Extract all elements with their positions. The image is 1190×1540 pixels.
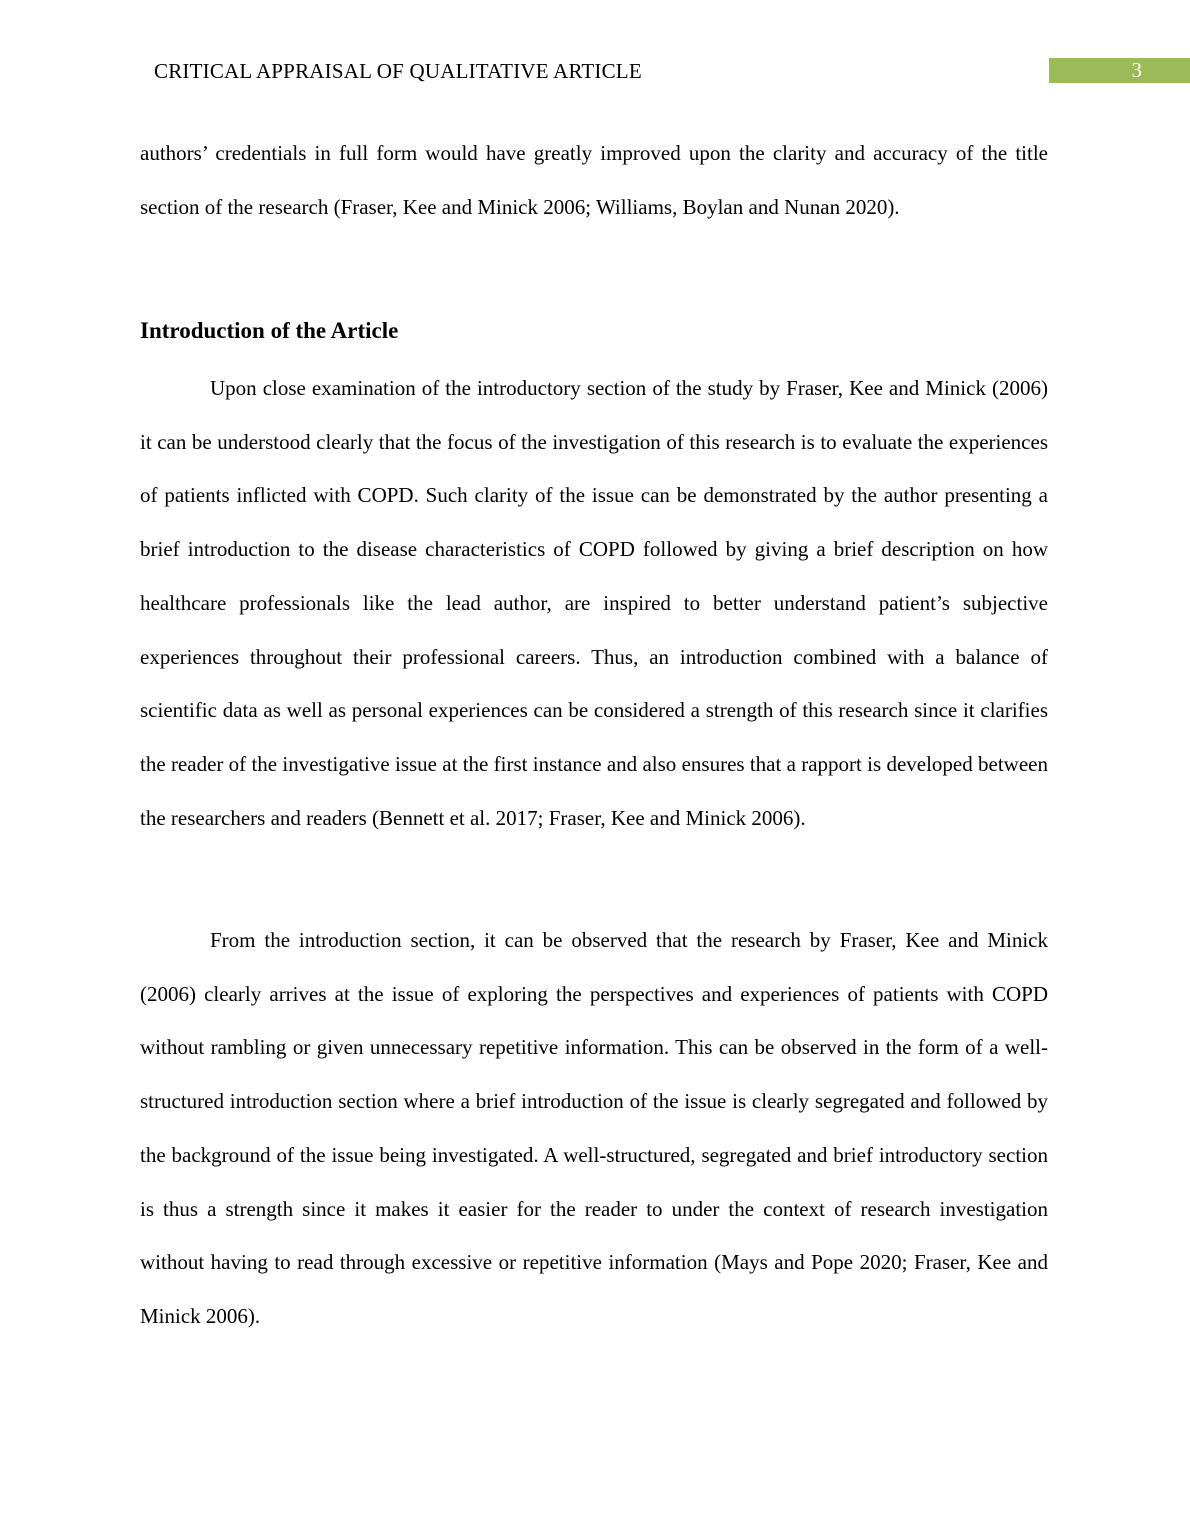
running-head: CRITICAL APPRAISAL OF QUALITATIVE ARTICLE [154, 59, 642, 83]
continued-paragraph-block [140, 127, 1048, 234]
continued-paragraph: authors’ credentials in full form would have greatly improved upon the clarity and accuracy of the title section of the research (Fraser, Kee and Minick 2006; Williams, Boylan and Nunan 2020). [140, 141, 1048, 219]
page-number-box [1049, 58, 1190, 83]
paragraph-block-1 [140, 362, 1048, 845]
section-heading: Introduction of the Article [140, 318, 399, 343]
paragraph-2: From the introduction section, it can be observed that the research by Fraser, Kee and Minick (2006) clearly arrives at the issue of exploring the perspectives and experiences of patients with COPD without rambling or given unnecessary repetitive information. This can be observed in the form of a well-structured introduction section where a brief introduction of the issue is clearly segregated and followed by the background of the issue being investigated. A well-structured, segregated and brief introductory section is thus a strength since it makes it easier for the reader to under the context of research investigation without having to read through excessive or repetitive information (Mays and Pope 2020; Fraser, Kee and Minick 2006). [140, 928, 1048, 1328]
paragraph-1: Upon close examination of the introductory section of the study by Fraser, Kee and Minick (2006) it can be understood clearly that the focus of the investigation of this research is to evaluate the experiences of patients inflicted with COPD. Such clarity of the issue can be demonstrated by the author presenting a brief introduction to the disease characteristics of COPD followed by giving a brief description on how healthcare professionals like the lead author, are inspired to better understand patient’s subjective experiences throughout their professional careers. Thus, an introduction combined with a balance of scientific data as well as personal experiences can be considered a strength of this research since it clarifies the reader of the investigative issue at the first instance and also ensures that a rapport is developed between the researchers and readers (Bennett et al. 2017; Fraser, Kee and Minick 2006). [140, 376, 1048, 830]
paragraph-block-2 [140, 914, 1048, 1344]
page-number: 3 [1131, 58, 1142, 82]
